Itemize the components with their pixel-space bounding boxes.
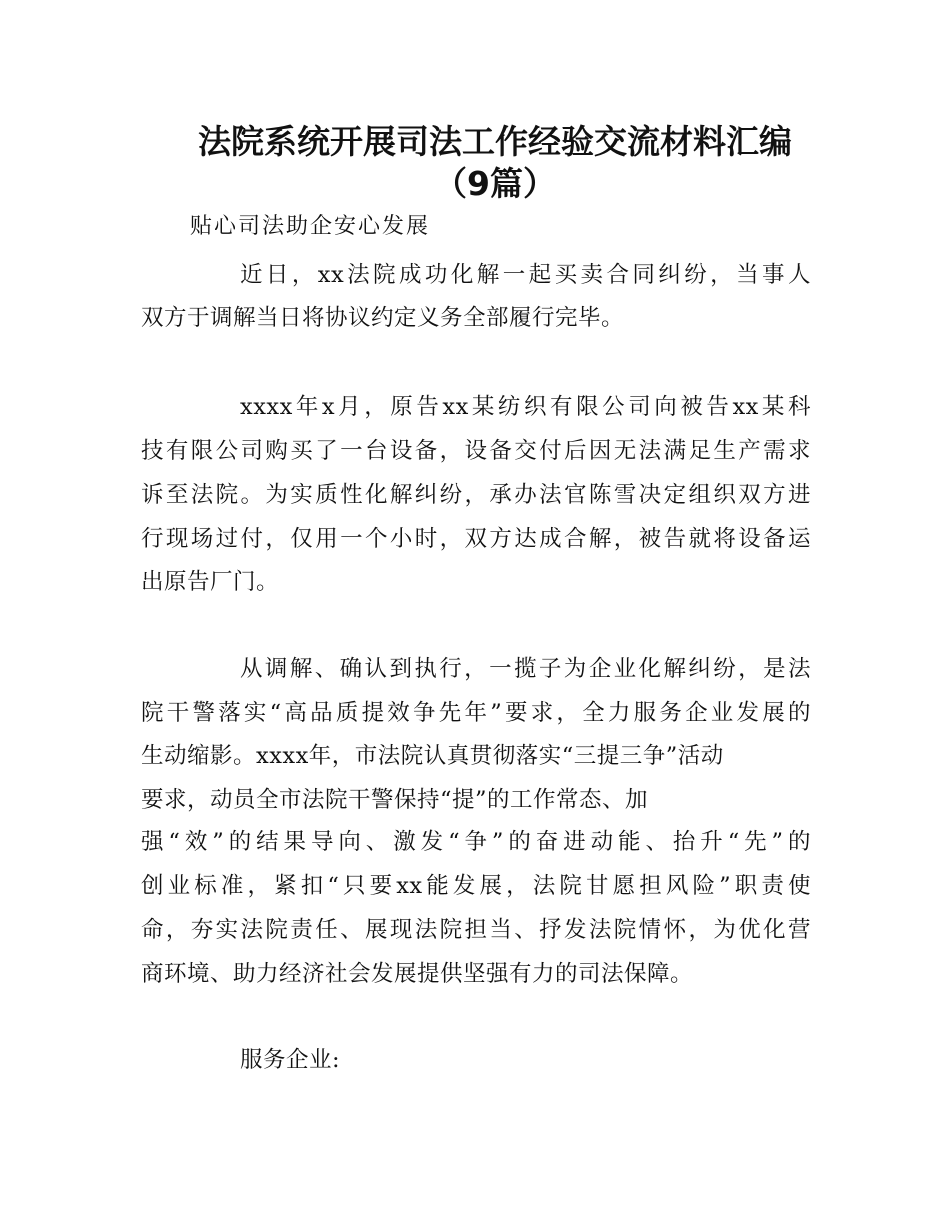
document-title-line2: （9篇） [434,164,556,203]
paragraph2-line: 出原告厂门。 [141,569,280,595]
paragraph3-line: 创业标准，紧扣“只要xx能发展，法院甘愿担风险”职责使 [141,873,811,899]
paragraph3-line: 强“效”的结果导向、激发“争”的奋进动能、抬升“先”的 [141,829,811,855]
paragraph2-line: 诉至法院。为实质性化解纠纷，承办法官陈雪决定组织双方进 [141,482,811,508]
paragraph3-line: 生动缩影。xxxx年，市法院认真贯彻落实“三提三争”活动 [141,743,724,769]
document-title-line1: 法院系统开展司法工作经验交流材料汇编 [198,122,792,161]
document-subtitle: 贴心司法助企安心发展 [190,214,431,239]
paragraph3-line: 从调解、确认到执行，一揽子为企业化解纠纷，是法 [240,656,811,682]
paragraph2-line: 行现场过付，仅用一个小时，双方达成合解，被告就将设备运 [141,526,811,552]
paragraph2-line: xxxx年x月，原告xx某纺织有限公司向被告xx某科 [240,394,811,420]
section-heading: 服务企业: [240,1047,341,1073]
paragraph1-line: 双方于调解当日将协议约定义务全部履行完毕。 [141,305,625,331]
paragraph3-line: 命，夯实法院责任、展现法院担当、抒发法院情怀，为优化营 [141,917,811,943]
paragraph3-line: 商环境、助力经济社会发展提供坚强有力的司法保障。 [141,961,694,987]
paragraph3-line: 要求，动员全市法院干警保持“提”的工作常态、加 [141,787,649,813]
paragraph1-line: 近日，xx法院成功化解一起买卖合同纠纷，当事人 [240,262,811,288]
paragraph3-line: 院干警落实“高品质提效争先年”要求，全力服务企业发展的 [141,700,811,726]
paragraph2-line: 技有限公司购买了一台设备，设备交付后因无法满足生产需求 [141,438,811,464]
